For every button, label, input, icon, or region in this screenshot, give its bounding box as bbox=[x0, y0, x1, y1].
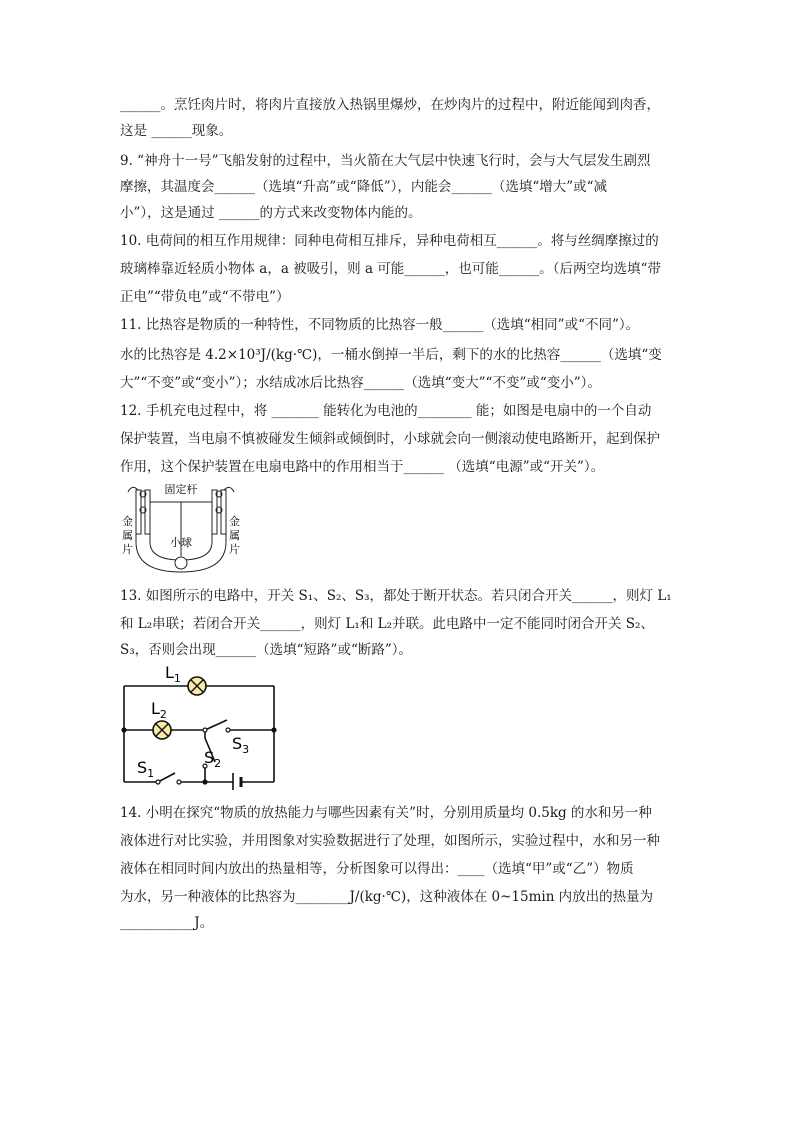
metal-plate-left-label-3: 片 bbox=[122, 543, 133, 556]
label-l1: $L_1$ bbox=[165, 663, 181, 685]
question-11-line: 11. 比热容是物质的一种特性，不同物质的比热容一般______（选填“相同”或“不同”）。 bbox=[120, 317, 640, 333]
circuit-diagram bbox=[115, 662, 285, 790]
ball-label: 小球 bbox=[170, 536, 192, 549]
question-12-line: 12. 手机充电过程中，将 _______ 能转化为电池的________ 能；如图是电扇中的一个自动 bbox=[120, 403, 652, 419]
text-line: 为水，另一种液体的比热容为________J/(kg·℃)，这种液体在 0~15min 内放出的热量为 bbox=[120, 889, 654, 905]
lamp-l2-icon bbox=[153, 721, 171, 739]
text-line: 和 L₂串联；若闭合开关______，则灯 L₁和 L₂并联。此电路中一定不能同时闭合开关 S₂、 bbox=[120, 616, 654, 632]
text-line: ___________J。 bbox=[120, 915, 214, 931]
text-line: 水的比热容是 4.2×10³J/(kg·℃)，一桶水倒掉一半后，剩下的水的比热容______（选填“变 bbox=[120, 347, 662, 363]
label-s3: $S_3$ bbox=[232, 734, 250, 756]
text-line: 液体进行对比实验，并用图象对实验数据进行了处理，如图所示，实验过程中，水和另一种 bbox=[120, 833, 660, 849]
text-line: 玻璃棒靠近轻质小物体 a，a 被吸引，则 a 可能______，也可能______。（后两空均选填“带 bbox=[120, 261, 661, 277]
metal-plate-right-label-3: 片 bbox=[229, 543, 240, 556]
text-line: 摩擦，其温度会______（选填“升高”或“降低”），内能会______（选填“增大”或“减 bbox=[120, 179, 608, 195]
text-line: 正电”“带负电”或“不带电”） bbox=[120, 289, 290, 305]
question-9-line: 9. “神舟十一号”飞船发射的过程中，当火箭在大气层中快速飞行时，会与大气层发生剧烈 bbox=[120, 153, 651, 169]
text-line: 小”），这是通过 ______的方式来改变物体内能的。 bbox=[120, 205, 422, 221]
text-line: 大”“不变”或“变小”）；水结成冰后比热容______（选填“变大”“不变”或“变小”）。 bbox=[120, 375, 601, 391]
question-10-line: 10. 电荷间的相互作用规律：同种电荷相互排斥，异种电荷相互______。将与丝绸摩擦过的 bbox=[120, 233, 659, 249]
text-line: ______。烹饪肉片时，将肉片直接放入热锅里爆炒，在炒肉片的过程中，附近能闻到肉香， bbox=[120, 97, 660, 113]
text-line: 保护装置，当电扇不慎被碰发生倾斜或倾倒时，小球就会向一侧滚动使电路断开，起到保护 bbox=[120, 431, 660, 447]
question-13-line: 13. 如图所示的电路中，开关 S₁、S₂、S₃，都处于断开状态。若只闭合开关______，则灯 L₁ bbox=[120, 588, 672, 604]
metal-plate-right-label-1: 金 bbox=[229, 515, 240, 528]
label-s2: $S_2$ bbox=[204, 748, 222, 770]
metal-plate-right-label-2: 属 bbox=[229, 529, 240, 542]
fixed-rod-label: 固定杆 bbox=[164, 483, 198, 496]
label-s1: $S_1$ bbox=[137, 758, 155, 780]
metal-plate-left-label-1: 金 bbox=[122, 515, 133, 528]
text-line: 这是 ______现象。 bbox=[120, 123, 233, 139]
label-l2: $L_2$ bbox=[151, 699, 167, 721]
text-line: 液体在相同时间内放出的热量相等，分析图象可以得出：____（选填“甲”或“乙”）物质 bbox=[120, 861, 634, 877]
text-line: 作用，这个保护装置在电扇电路中的作用相当于______ （选填“电源”或“开关”）。 bbox=[120, 459, 605, 475]
text-line: S₃，否则会出现______（选填“短路”或“断路”）。 bbox=[120, 642, 413, 658]
protection-device-figure bbox=[118, 480, 244, 575]
metal-plate-left-label-2: 属 bbox=[122, 529, 133, 542]
question-14-line: 14. 小明在探究“物质的放热能力与哪些因素有关”时，分别用质量均 0.5kg 的水和另一种 bbox=[120, 805, 652, 821]
lamp-l1-icon bbox=[188, 677, 206, 695]
